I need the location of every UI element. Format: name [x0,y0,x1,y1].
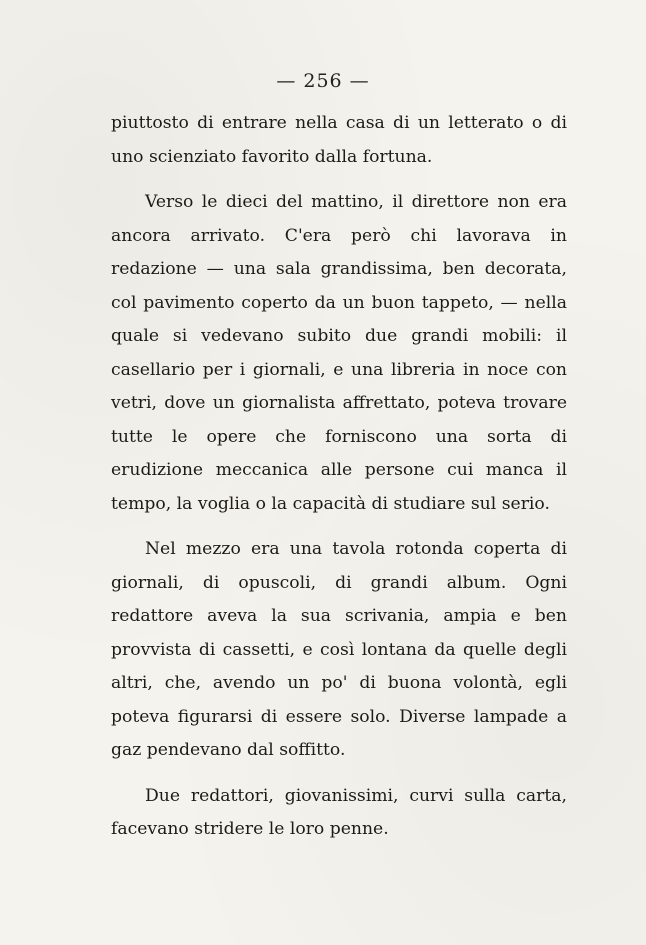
paragraph-1: piuttosto di entrare nella casa di un letterato o di uno scienziato favorito dalla fortuna. [111,113,567,167]
paragraph-2: Verso le dieci del mattino, il direttore non era ancora arrivato. C'era però chi lavorava in redazione — una sala grandissima, ben decorata, col pavimento coperto da un buon tappeto, — nella quale si vedevano subito due grandi mobili: il casellario per i giornali, e una libreria in noce con vetri, dove un giornalista affrettato, poteva trovare tutte le opere che forniscono una sorta di erudizione meccanica alle persone cui manca il tempo, la voglia o la capacità di studiare sul serio. [111,192,567,514]
paragraph-3: Nel mezzo era una tavola rotonda coperta di giornali, di opuscoli, di grandi album. Ogni redattore aveva la sua scrivania, ampia e ben provvista di cassetti, e così lontana da quelle degli altri, che, avendo un po' di buona volontà, egli poteva figurarsi di essere solo. Diverse lampade a gaz pendevano dal soffitto. [111,539,567,760]
page-number: — 256 — [276,70,370,92]
body-text [111,107,567,859]
paragraph-4: Due redattori, giovanissimi, curvi sulla carta, facevano stridere le loro penne. [111,785,567,839]
